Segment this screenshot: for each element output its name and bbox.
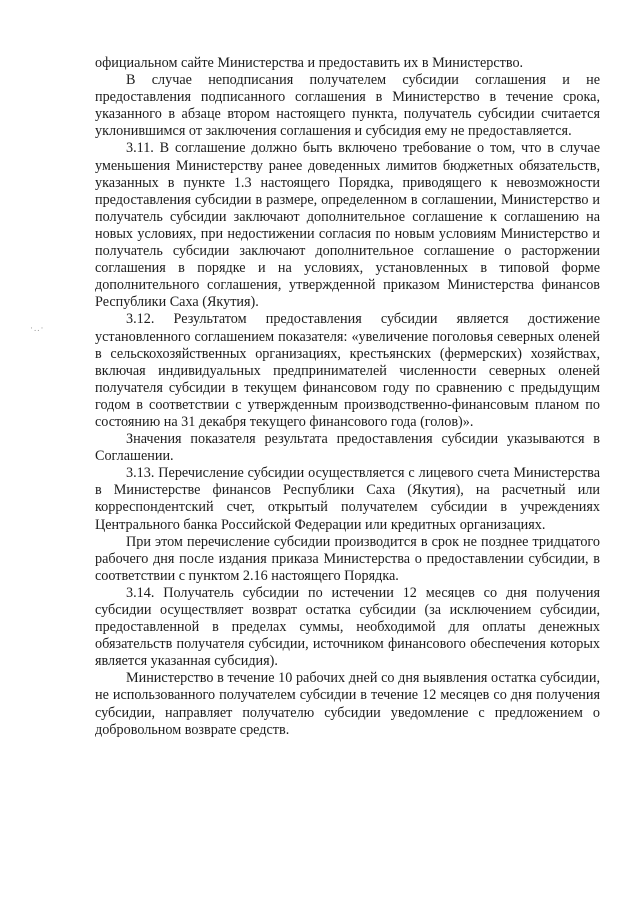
paragraph-result-indicator: Значения показателя результата предоставления субсидии указываются в Соглашении. bbox=[95, 431, 600, 465]
paragraph-clause-3-12: 3.12. Результатом предоставления субсидии является достижение установленного соглашением показателя: «увеличение поголовья северных оленей в сельскохозяйственных организациях, крестьянских (фермерских) хозяйствах, включая индивидуальных предпринимателей численности северных оленей получателя субсидии в текущем финансовом году по сравнению с предыдущим годом в соответствии с утвержденным производственно-финансовым планом по состоянию на 31 декабря текущего финансового года (голов)». bbox=[95, 311, 600, 430]
paragraph-clause-3-11: 3.11. В соглашение должно быть включено требование о том, что в случае уменьшения Министерству ранее доведенных лимитов бюджетных обязательств, указанных в пункте 1.3 настоящего Порядка, приводящего к невозможности предоставления субсидии в размере, определенном в соглашении, Министерство и получатель субсидии заключают дополнительное соглашение к соглашению на новых условиях, при недостижении согласия по новым условиям Министерство и получатель субсидии заключают дополнительное соглашение о расторжении соглашения в порядке и на условиях, установленных в типовой форме дополнительного соглашения, утвержденной приказом Министерства финансов Республики Саха (Якутия). bbox=[95, 140, 600, 311]
paragraph-clause-3-14: 3.14. Получатель субсидии по истечении 12 месяцев со дня получения субсидии осуществляет возврат остатка субсидии (за исключением субсидии, предоставленной в пределах суммы, необходимой для оплаты денежных обязательств получателя субсидии, источником финансового обеспечения которых является указанная субсидия). bbox=[95, 584, 600, 670]
scan-artifact-mark: ·..· bbox=[30, 323, 45, 333]
paragraph-clause-3-13: 3.13. Перечисление субсидии осуществляется с лицевого счета Министерства в Министерстве финансов Республики Саха (Якутия), на расчетный или корреспондентский счет, открытый получателем субсидии в учреждениях Центрального банка Российской Федерации или кредитных организациях. bbox=[95, 465, 600, 533]
paragraph-non-signing-consequence: В случае неподписания получателем субсидии соглашения и не предоставления подписанного соглашения в Министерство в течение срока, указанного в абзаце втором настоящего пункта, получатель субсидии считается уклонившимся от заключения соглашения и субсидия ему не предоставляется. bbox=[95, 72, 600, 140]
paragraph-continuation: официальном сайте Министерства и предоставить их в Министерство. bbox=[95, 55, 524, 71]
paragraph-transfer-deadline: При этом перечисление субсидии производится в срок не позднее тридцатого рабочего дня после издания приказа Министерства о предоставлении субсидии, в соответствии с пунктом 2.16 настоящего Порядка. bbox=[95, 533, 600, 584]
document-page bbox=[95, 55, 600, 739]
paragraph-remainder-notice: Министерство в течение 10 рабочих дней со дня выявления остатка субсидии, не использованного получателем субсидии в течение 12 месяцев со дня получения субсидии, направляет получателю субсидии уведомление с предложением о добровольном возврате средств. bbox=[95, 670, 600, 738]
